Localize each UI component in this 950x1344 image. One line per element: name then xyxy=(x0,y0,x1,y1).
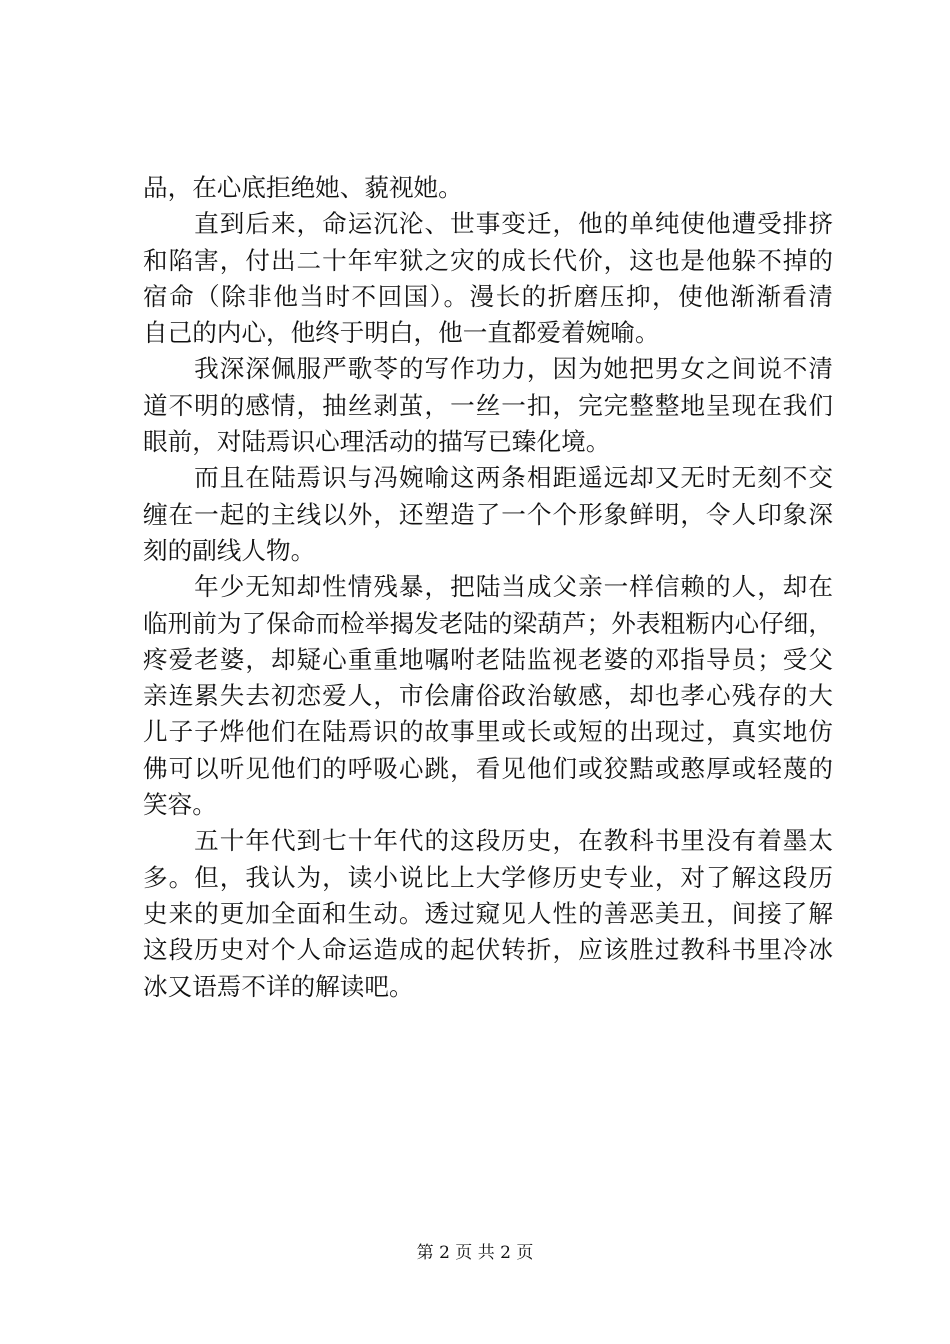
text-line: 直到后来，命运沉沦、世事变迁，他的单纯使他遭受排挤 xyxy=(143,209,833,239)
text-line: 多。但，我认为，读小说比上大学修历史专业，对了解这段历 xyxy=(143,862,833,892)
paragraph xyxy=(143,823,833,1004)
text-line: 史来的更加全面和生动。透过窥见人性的善恶美丑，间接了解 xyxy=(143,898,833,928)
text-line: 佛可以听见他们的呼吸心跳，看见他们或狡黠或憨厚或轻蔑的 xyxy=(143,753,833,783)
text-line: 我深深佩服严歌苓的写作功力，因为她把男女之间说不清 xyxy=(143,354,833,384)
page-number-label: 第 2 页 共 2 页 xyxy=(416,1243,534,1263)
text-line: 年少无知却性情残暴，把陆当成父亲一样信赖的人，却在 xyxy=(143,572,833,602)
paragraph xyxy=(143,569,833,823)
text-line: 和陷害，付出二十年牢狱之灾的成长代价，这也是他躲不掉的 xyxy=(143,245,833,275)
text-line: 眼前，对陆焉识心理活动的描写已臻化境。 xyxy=(143,427,611,457)
text-line: 宿命（除非他当时不回国）。漫长的折磨压抑，使他渐渐看清 xyxy=(143,281,833,311)
text-line: 冰又语焉不详的解读吧。 xyxy=(143,971,414,1001)
paragraph xyxy=(143,460,833,569)
paragraph xyxy=(143,170,833,206)
page-footer xyxy=(0,1243,950,1263)
text-line: 自己的内心，他终于明白，他一直都爱着婉喻。 xyxy=(143,318,660,348)
text-line: 疼爱老婆，却疑心重重地嘱咐老陆监视老婆的邓指导员；受父 xyxy=(143,644,833,674)
text-line: 儿子子烨他们在陆焉识的故事里或长或短的出现过，真实地仿 xyxy=(143,717,833,747)
text-line: 笑容。 xyxy=(143,790,217,820)
text-line: 品，在心底拒绝她、藐视她。 xyxy=(143,173,463,202)
text-line: 亲连累失去初恋爱人，市侩庸俗政治敏感，却也孝心残存的大 xyxy=(143,681,833,711)
text-line: 这段历史对个人命运造成的起伏转折，应该胜过教科书里冷冰 xyxy=(143,935,833,965)
paragraph xyxy=(143,206,833,351)
paragraph xyxy=(143,351,833,460)
text-line: 临刑前为了保命而检举揭发老陆的梁葫芦；外表粗粝内心仔细， xyxy=(143,608,833,638)
text-line: 而且在陆焉识与冯婉喻这两条相距遥远却又无时无刻不交 xyxy=(143,463,833,493)
text-line: 五十年代到七十年代的这段历史，在教科书里没有着墨太 xyxy=(143,826,833,856)
document-body xyxy=(143,170,833,1005)
text-line: 道不明的感情，抽丝剥茧，一丝一扣，完完整整地呈现在我们 xyxy=(143,390,833,420)
text-line: 刻的副线人物。 xyxy=(143,535,316,565)
text-line: 缠在一起的主线以外，还塑造了一个个形象鲜明，令人印象深 xyxy=(143,499,833,529)
